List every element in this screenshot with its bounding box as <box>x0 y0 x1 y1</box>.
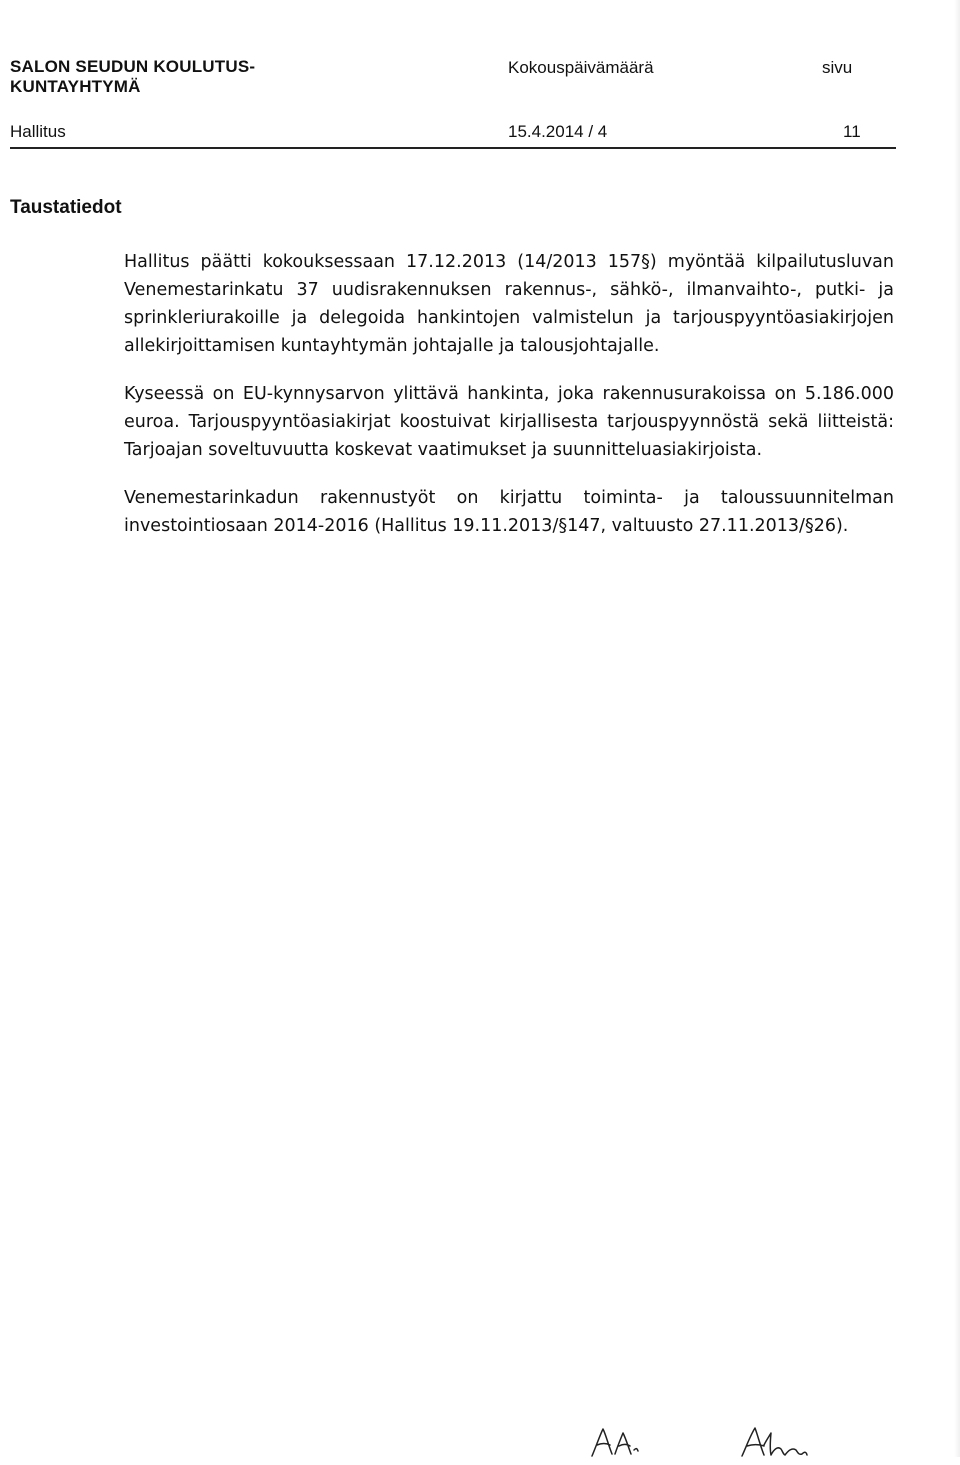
document-body <box>124 248 894 560</box>
meeting-date-label: Kokouspäivämäärä <box>508 58 654 77</box>
signature-initials <box>590 1425 840 1465</box>
governing-body: Hallitus <box>10 122 66 141</box>
body-paragraph: Kyseessä on EU-kynnysarvon ylittävä hankinta, joka rakennusurakoissa on 5.186.000 euroa. Tarjouspyyntöasiakirjat koostuivat kirjallisesta tarjouspyynnöstä sekä liitteistä: Tarjoajan soveltuvuutta koskevat vaatimukset ja suunnitteluasiakirjoista. <box>124 384 894 460</box>
body-paragraph: Venemestarinkadun rakennustyöt on kirjattu toiminta- ja taloussuunnitelman investointiosaan 2014-2016 (Hallitus 19.11.2013/§147, valtuusto 27.11.2013/§26). <box>124 488 894 536</box>
handwritten-initials-aa <box>590 1425 642 1459</box>
meeting-date: 15.4.2014 / 4 <box>508 122 608 141</box>
header-divider <box>10 147 896 149</box>
organization-name <box>10 57 255 97</box>
document-header <box>10 54 896 150</box>
organization-name-line-1: SALON SEUDUN KOULUTUS- <box>10 57 256 76</box>
handwritten-initials-ah <box>740 1425 816 1459</box>
scan-edge-shadow <box>954 0 960 1457</box>
organization-name-line-2: KUNTAYHTYMÄ <box>10 77 141 96</box>
body-paragraph: Hallitus päätti kokouksessaan 17.12.2013 (14/2013 157§) myöntää kilpailutusluvan Venemestarinkatu 37 uudisrakennuksen rakennus-, sähkö-, ilmanvaihto-, putki- ja sprinkleriurakoille ja delegoida hankintojen valmistelun ja tarjouspyyntöasiakirjojen allekirjoittamisen kuntayhtymän johtajalle ja talousjohtajalle. <box>124 252 894 356</box>
page-label: sivu <box>822 58 853 77</box>
page-number: 11 <box>843 122 861 141</box>
section-title: Taustatiedot <box>10 197 122 218</box>
